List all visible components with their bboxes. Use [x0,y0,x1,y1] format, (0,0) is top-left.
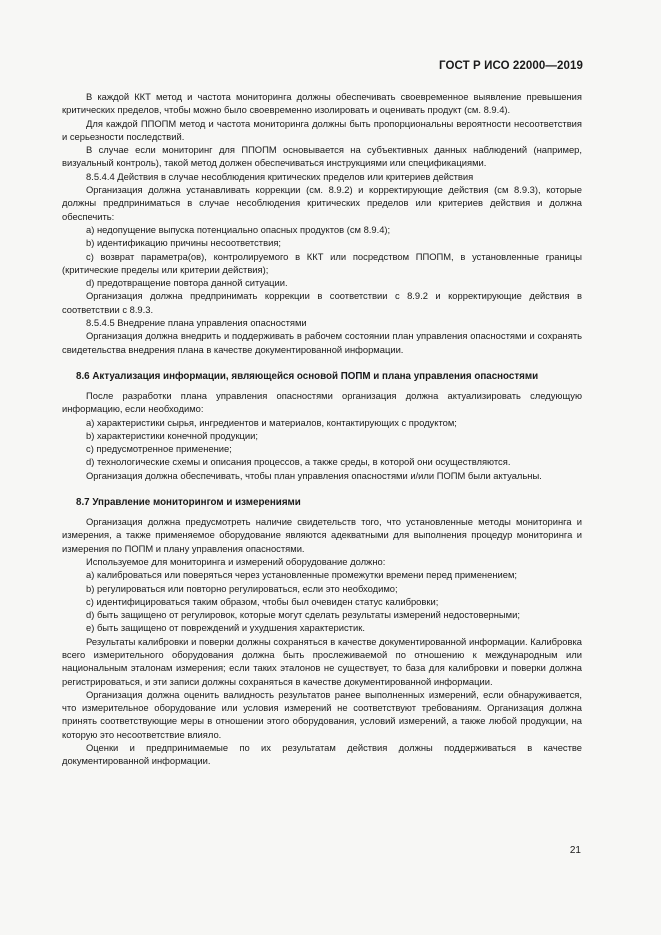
paragraph: Оценки и предпринимаемые по их результатам действия должны поддерживаться в качестве документированной информации. [62,742,582,767]
list-item: c) предусмотренное применение; [86,443,232,455]
list-item: a) характеристики сырья, ингредиентов и материалов, контактирующих с продуктом; [86,416,457,428]
subclause-title: 8.5.4.5 Внедрение плана управления опасностями [86,317,307,329]
list-item: c) идентифицироваться таким образом, чтобы был очевиден статус калибровки; [86,595,439,607]
page-number: 21 [569,845,581,856]
list-item: a) недопущение выпуска потенциально опасных продуктов (см 8.9.4); [86,223,391,235]
list-item: d) предотвращение повтора данной ситуации. [86,277,288,289]
list-item: b) регулироваться или повторно регулироваться, если это необходимо; [86,582,398,594]
paragraph: Организация должна устанавливать коррекции (см. 8.9.2) и корректирующие действия (см 8.9.3), которые должны предприниматься в случае несоблюдения критических пределов или критериев действия и должна обеспечить: [62,184,582,222]
paragraph: Для каждой ППОПМ метод и частота мониторинга должны быть пропорциональны вероятности несоответствия и серьезности последствий. [62,117,582,142]
subclause-title: 8.5.4.4 Действия в случае несоблюдения критических пределов или критериев действия [86,170,474,182]
paragraph: Организация должна обеспечивать, чтобы план управления опасностями и/или ПОПМ были актуальны. [86,469,542,481]
list-item: b) идентификацию причины несоответствия; [86,237,281,249]
section-heading: 8.6 Актуализация информации, являющейся основой ПОПМ и плана управления опасностями [76,370,539,382]
standard-header: ГОСТ Р ИСО 22000—2019 [438,60,583,72]
paragraph: В каждой ККТ метод и частота мониторинга должны обеспечивать своевременное выявление превышения критических пределов, чтобы можно было своевременно изолировать и оценивать продукт (см. 8.9.4). [62,91,582,116]
paragraph: Результаты калибровки и поверки должны сохраняться в качестве документированной информации. Калибровка всего измерительного оборудования должна быть прослеживаемой по отношению к международным или национальным эталонам измерения; если таких эталонов не существует, то база для калибровки и поверки должна регистрироваться, и эти записи должны сохраняться в качестве документированной информации. [62,635,582,687]
paragraph: Организация должна внедрить и поддерживать в рабочем состоянии план управления опасностями и сохранять свидетельства внедрения плана в качестве документированной информации. [62,330,582,355]
list-item: e) быть защищено от повреждений и ухудшения характеристик. [86,622,365,634]
paragraph: Организация должна оценить валидность результатов ранее выполненных измерений, если обнаруживается, что измерительное оборудование или условия измерений не соответствуют требованиям. Организация должна принять соответствующие меры в отношении этого оборудования, условий измерений, а также любой продукции, на которую это несоответствие влияло. [62,688,582,740]
paragraph: В случае если мониторинг для ППОПМ основывается на субъективных данных наблюдений (например, визуальный контроль), такой метод должен обеспечиваться инструкциями или спецификациями. [62,144,582,169]
paragraph: Организация должна предусмотреть наличие свидетельств того, что установленные методы мониторинга и измерения, а также применяемое оборудование являются адекватными для выполнения процедур мониторинга и измерения по ПОПМ и плану управления опасностями. [62,516,582,554]
list-item: b) характеристики конечной продукции; [86,429,259,441]
list-item: d) быть защищено от регулировок, которые могут сделать результаты измерений недостоверными; [86,609,520,621]
document-body [62,90,582,768]
paragraph: Используемое для мониторинга и измерений оборудование должно: [86,555,386,567]
paragraph: После разработки плана управления опасностями организация должна актуализировать следующую информацию, если необходимо: [62,389,582,415]
list-item: d) технологические схемы и описания процессов, а также среды, в которой они осуществляются. [86,456,511,468]
list-item: a) калиброваться или поверяться через установленные промежутки времени перед применением; [86,569,517,581]
list-item: c) возврат параметра(ов), контролируемого в ККТ или посредством ППОПМ, в установленные границы (критические пределы или критерии действия); [62,250,582,275]
section-heading: 8.7 Управление мониторингом и измерениями [76,497,301,509]
paragraph: Организация должна предпринимать коррекции в соответствии с 8.9.2 и корректирующие действия в соответствии с 8.9.3. [62,290,582,315]
